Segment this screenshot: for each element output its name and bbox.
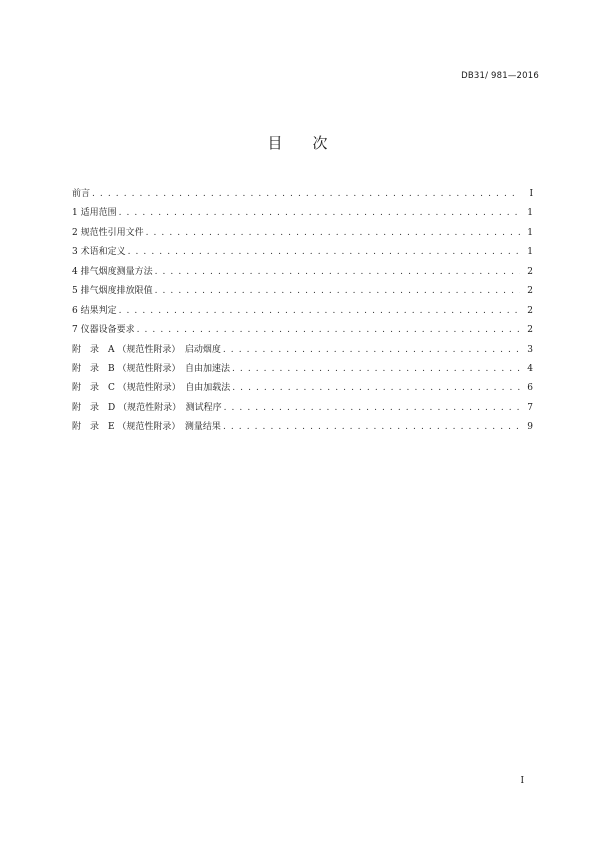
toc-dot-leader [223, 345, 520, 355]
toc-entry-emission-limits[interactable] [72, 283, 533, 302]
toc-dot-leader [232, 364, 520, 374]
toc-dot-leader [128, 247, 520, 257]
toc-entry-page: 2 [527, 325, 533, 336]
toc-entry-label: 7 仪器设备要求 [72, 325, 135, 336]
toc-dot-leader [92, 189, 520, 199]
toc-entry-scope[interactable] [72, 205, 533, 224]
toc-entry-measurement-method[interactable] [72, 264, 533, 283]
toc-entry-page: 2 [527, 305, 533, 316]
toc-entry-label: 附 录 B （规范性附录） 自由加速法 [72, 363, 230, 374]
toc-entry-page: 9 [527, 422, 533, 433]
toc-entry-annex-c[interactable] [72, 380, 533, 399]
toc-entry-annex-b[interactable] [72, 361, 533, 380]
toc-entry-annex-e[interactable] [72, 419, 533, 438]
toc-entry-page: I [529, 189, 533, 199]
toc-entry-label: 附 录 D （规范性附录） 测试程序 [72, 402, 222, 413]
toc-entry-page: 1 [527, 227, 533, 238]
table-of-contents [72, 186, 533, 439]
toc-dot-leader [155, 286, 520, 296]
toc-entry-label: 1 适用范围 [72, 208, 117, 219]
toc-entry-page: 1 [527, 208, 533, 219]
toc-entry-page: 2 [527, 266, 533, 277]
toc-dot-leader [137, 325, 520, 335]
toc-entry-result-judgement[interactable] [72, 303, 533, 322]
toc-dot-leader [232, 383, 520, 393]
document-code: DB31/ 981—2016 [461, 71, 539, 81]
toc-entry-label: 附 录 A （规范性附录） 启动烟度 [72, 344, 221, 355]
toc-entry-foreword[interactable] [72, 186, 533, 205]
toc-entry-page: 7 [527, 402, 533, 413]
toc-dot-leader [119, 208, 520, 218]
toc-entry-label: 附 录 C （规范性附录） 自由加载法 [72, 383, 231, 394]
page-number: I [520, 776, 524, 786]
toc-entry-label: 5 排气烟度排放限值 [72, 286, 153, 297]
toc-entry-label: 6 结果判定 [72, 305, 117, 316]
page-title: 目次 [267, 134, 358, 152]
toc-dot-leader [146, 228, 520, 238]
toc-entry-instrument-requirements[interactable] [72, 322, 533, 341]
toc-entry-label: 附 录 E （规范性附录） 测量结果 [72, 422, 221, 433]
toc-dot-leader [155, 267, 520, 277]
toc-entry-page: 4 [527, 363, 533, 374]
toc-dot-leader [119, 306, 520, 316]
toc-dot-leader [223, 422, 520, 432]
toc-entry-page: 6 [527, 383, 533, 394]
toc-entry-label: 4 排气烟度测量方法 [72, 266, 153, 277]
toc-entry-annex-d[interactable] [72, 400, 533, 419]
toc-entry-normative-references[interactable] [72, 225, 533, 244]
toc-entry-page: 1 [527, 247, 533, 258]
toc-entry-label: 前言 [72, 189, 91, 199]
toc-entry-label: 2 规范性引用文件 [72, 227, 144, 238]
toc-dot-leader [224, 403, 520, 413]
toc-entry-page: 3 [527, 344, 533, 355]
toc-entry-terms-definitions[interactable] [72, 244, 533, 263]
toc-entry-label: 3 术语和定义 [72, 247, 126, 258]
toc-entry-annex-a[interactable] [72, 342, 533, 361]
toc-entry-page: 2 [527, 286, 533, 297]
